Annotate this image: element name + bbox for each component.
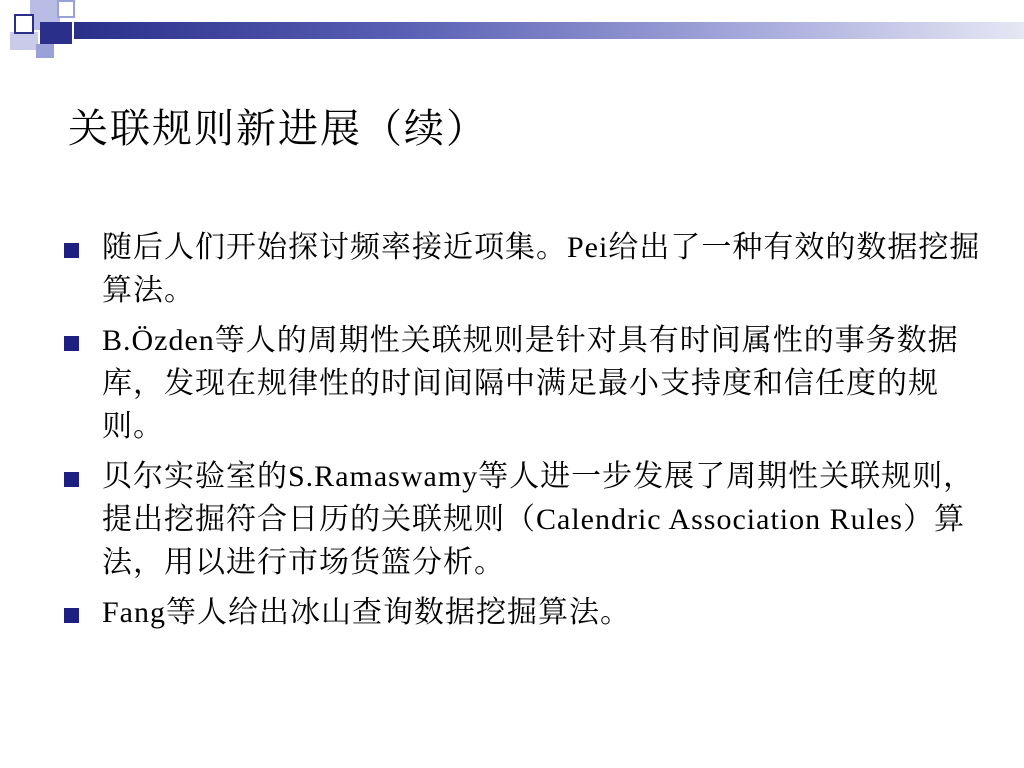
bullet-text: Fang等人给出冰山查询数据挖掘算法。	[102, 596, 631, 629]
square-bullet-icon	[64, 336, 79, 351]
square-bullet-icon	[64, 243, 79, 258]
bullet-text: 贝尔实验室的S.Ramaswamy等人进一步发展了周期性关联规则，提出挖掘符合日历的关联规则（Calendric Association Rules）算法，用以进行市场货篮分析。	[102, 460, 975, 579]
bullet-item	[60, 226, 990, 312]
bullet-item	[60, 591, 990, 634]
decorative-square	[14, 14, 34, 34]
square-bullet-icon	[64, 472, 79, 487]
slide-title: 关联规则新进展（续）	[68, 106, 488, 152]
bullet-list	[60, 226, 990, 641]
decorative-square	[40, 22, 72, 44]
bullet-text: B.Özden等人的周期性关联规则是针对具有时间属性的事务数据库，发现在规律性的时间间隔中满足最小支持度和信任度的规则。	[102, 324, 959, 443]
bullet-item	[60, 455, 990, 584]
bullet-item	[60, 319, 990, 448]
decorative-square	[57, 0, 75, 18]
bullet-text: 随后人们开始探讨频率接近项集。Pei给出了一种有效的数据挖掘算法。	[102, 231, 981, 307]
decorative-square	[36, 44, 54, 58]
square-bullet-icon	[64, 608, 79, 623]
header-decoration	[0, 0, 1024, 70]
header-gradient-bar	[74, 22, 1024, 39]
decorative-square	[10, 32, 38, 50]
